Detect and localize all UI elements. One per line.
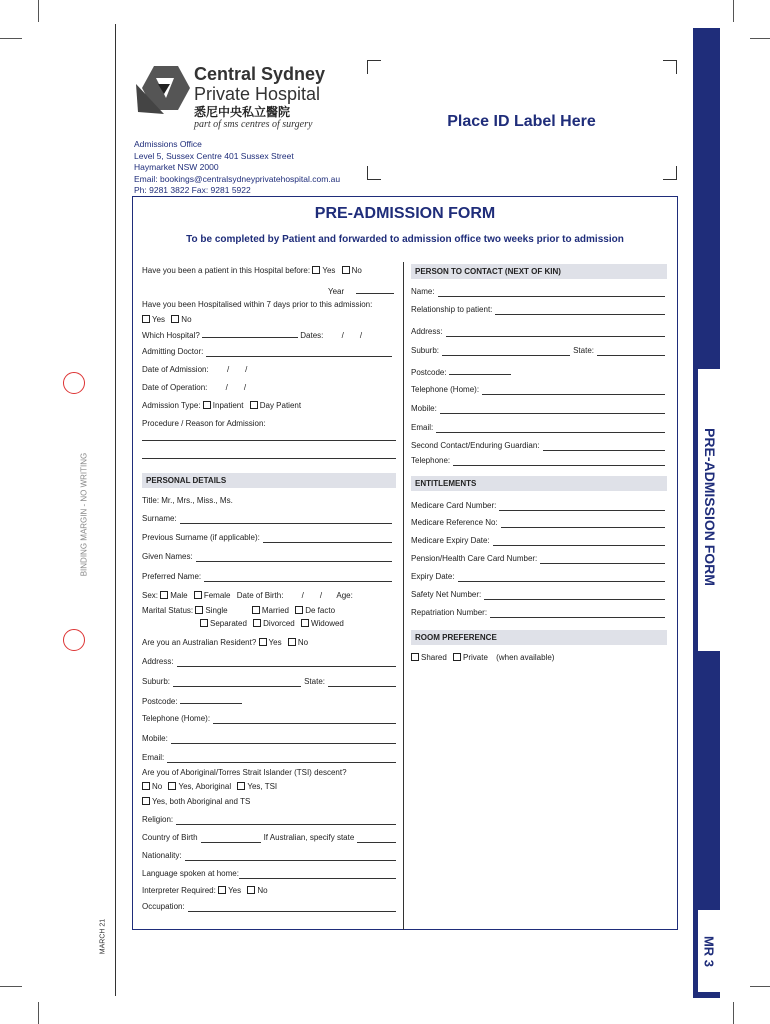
crop-mark (733, 1002, 734, 1024)
office-title: Admissions Office (134, 139, 202, 149)
occupation-field[interactable]: Occupation: (142, 902, 396, 912)
language-field[interactable]: Language spoken at home: (142, 869, 396, 879)
resident-question: Are you an Australian Resident? Yes No (142, 638, 309, 647)
pension-card-field[interactable]: Pension/Health Care Card Number: (411, 554, 665, 564)
personal-details-header: PERSONAL DETAILS (142, 473, 396, 488)
form-code-box (698, 910, 721, 992)
interpreter-row: Interpreter Required: Yes No (142, 886, 268, 895)
address-field[interactable]: Address: (142, 657, 396, 667)
date-of-operation-field[interactable]: Date of Operation: / / (142, 383, 247, 392)
hospital-name-line2: Private Hospital (194, 84, 321, 104)
office-address1: Level 5, Sussex Centre 401 Sussex Street (134, 150, 294, 161)
surname-field[interactable]: Surname: (142, 514, 392, 524)
crop-mark (38, 0, 39, 22)
binding-line (115, 24, 116, 996)
side-label: PRE-ADMISSION FORM (702, 428, 718, 586)
room-preference-options: Shared Private (when available) (411, 653, 554, 663)
medicare-number-field[interactable]: Medicare Card Number: (411, 501, 665, 511)
id-label-placeholder: Place ID Label Here (447, 113, 596, 130)
procedure-line[interactable] (142, 458, 396, 459)
admissions-office (134, 139, 340, 197)
title-field[interactable]: Title: Mr., Mrs., Miss., Ms. (142, 496, 233, 505)
atsi-aboriginal-checkbox[interactable] (168, 782, 176, 790)
nationality-field[interactable]: Nationality: (142, 851, 396, 861)
de-facto-checkbox[interactable] (295, 606, 303, 614)
telephone-home-field[interactable]: Telephone (Home): (142, 714, 396, 724)
atsi-no-checkbox[interactable] (142, 782, 150, 790)
contact-telephone-field[interactable]: Telephone (Home): (411, 385, 665, 395)
label-corner (663, 60, 677, 74)
repatriation-field[interactable]: Repatriation Number: (411, 608, 665, 618)
crop-mark (750, 986, 770, 987)
safety-net-field[interactable]: Safety Net Number: (411, 590, 665, 600)
preferred-name-field[interactable]: Preferred Name: (142, 572, 392, 582)
hospitalised-yes-checkbox[interactable] (142, 315, 150, 323)
prev-patient-yes-checkbox[interactable] (312, 266, 320, 274)
widowed-checkbox[interactable] (301, 619, 309, 627)
contact-relationship-field[interactable]: Relationship to patient: (411, 305, 665, 315)
side-label-box (698, 369, 721, 651)
contact-address-field[interactable]: Address: (411, 327, 665, 337)
column-divider (403, 262, 404, 930)
admission-type-field: Admission Type: Inpatient Day Patient (142, 401, 302, 410)
day-patient-checkbox[interactable] (250, 401, 258, 409)
second-contact-telephone-field[interactable]: Telephone: (411, 456, 665, 466)
resident-no-checkbox[interactable] (288, 638, 296, 646)
contact-name-field[interactable]: Name: (411, 287, 665, 297)
marital-status-row: Marital Status: Single Married De facto (142, 606, 336, 615)
given-names-field[interactable]: Given Names: (142, 552, 392, 562)
shared-room-checkbox[interactable] (411, 653, 419, 661)
hospitalised-options: Yes No (142, 315, 192, 325)
entitlements-header: ENTITLEMENTS (411, 476, 667, 491)
hospital-tagline: part of sms centres of surgery (194, 119, 313, 130)
prev-patient-no-checkbox[interactable] (342, 266, 350, 274)
procedure-label: Procedure / Reason for Admission: (142, 419, 266, 428)
hospitalised-no-checkbox[interactable] (171, 315, 179, 323)
crop-mark (733, 0, 734, 22)
label-corner (367, 60, 381, 74)
contact-email-field[interactable]: Email: (411, 423, 665, 433)
atsi-options2: Yes, both Aboriginal and TS (142, 797, 250, 807)
date-of-admission-field[interactable]: Date of Admission: / / (142, 365, 248, 374)
admitting-doctor-field[interactable]: Admitting Doctor: (142, 347, 392, 357)
email-field[interactable]: Email: (142, 753, 396, 763)
previous-surname-field[interactable]: Previous Surname (if applicable): (142, 533, 392, 543)
contact-suburb-state-field[interactable]: Suburb: State: (411, 346, 665, 356)
medicare-reference-field[interactable]: Medicare Reference No: (411, 518, 665, 528)
interpreter-yes-checkbox[interactable] (218, 886, 226, 894)
atsi-options: No Yes, Aboriginal Yes, TSI (142, 782, 277, 792)
label-corner (367, 166, 381, 180)
religion-field[interactable]: Religion: (142, 815, 396, 825)
which-hospital-field[interactable]: Which Hospital? Dates: / / (142, 331, 363, 340)
married-checkbox[interactable] (252, 606, 260, 614)
contact-mobile-field[interactable]: Mobile: (411, 404, 665, 414)
form-code: MR 3 (701, 935, 717, 968)
single-checkbox[interactable] (195, 606, 203, 614)
second-contact-field[interactable]: Second Contact/Enduring Guardian: (411, 441, 665, 451)
interpreter-no-checkbox[interactable] (247, 886, 255, 894)
inpatient-checkbox[interactable] (203, 401, 211, 409)
marital-status-row2: Separated Divorced Widowed (200, 619, 344, 629)
medicare-expiry-field[interactable]: Medicare Expiry Date: (411, 536, 665, 546)
male-checkbox[interactable] (160, 591, 168, 599)
sex-dob-row: Sex: Male Female Date of Birth: / / Age: (142, 591, 353, 600)
resident-yes-checkbox[interactable] (259, 638, 267, 646)
office-email: Email: bookings@centralsydneyprivatehospital.com.au (134, 173, 341, 184)
atsi-both-checkbox[interactable] (142, 797, 150, 805)
form-title: PRE-ADMISSION FORM (314, 205, 496, 222)
female-checkbox[interactable] (194, 591, 202, 599)
country-of-birth-field[interactable]: Country of Birth If Australian, specify state (142, 833, 396, 843)
postcode-field[interactable]: Postcode: (142, 695, 242, 707)
hospital-name-line1: Central Sydney (194, 64, 326, 84)
separated-checkbox[interactable] (200, 619, 208, 627)
hospital-logo-icon (134, 64, 190, 116)
contact-postcode-field[interactable]: Postcode: (411, 366, 511, 378)
atsi-question: Are you of Aboriginal/Torres Strait Islander (TSI) descent? (142, 768, 347, 777)
label-corner (663, 166, 677, 180)
mobile-field[interactable]: Mobile: (142, 734, 396, 744)
hospitalised-question: Have you been Hospitalised within 7 days prior to this admission: (142, 300, 373, 309)
room-preference-header: ROOM PREFERENCE (411, 630, 667, 645)
prev-patient-question: Have you been a patient in this Hospital before: Yes No (142, 266, 362, 275)
crop-mark (750, 38, 770, 39)
office-address2: Haymarket NSW 2000 (134, 162, 219, 172)
contact-header: PERSON TO CONTACT (NEXT OF KIN) (411, 264, 667, 279)
crop-mark (0, 38, 22, 39)
crop-mark (38, 1002, 39, 1024)
punch-hole-icon (63, 372, 85, 394)
divorced-checkbox[interactable] (253, 619, 261, 627)
private-room-checkbox[interactable] (453, 653, 461, 661)
crop-mark (0, 986, 22, 987)
year-field[interactable]: Year (328, 285, 394, 297)
atsi-tsi-checkbox[interactable] (237, 782, 245, 790)
procedure-line[interactable] (142, 440, 396, 441)
suburb-state-field[interactable]: Suburb: State: (142, 677, 396, 687)
hospital-chinese-name: 悉尼中央私立醫院 (194, 105, 291, 119)
form-subtitle: To be completed by Patient and forwarded to admission office two weeks prior to admission (186, 234, 624, 245)
office-phone: Ph: 9281 3822 Fax: 9281 5922 (134, 185, 251, 195)
expiry-date-field[interactable]: Expiry Date: (411, 572, 665, 582)
